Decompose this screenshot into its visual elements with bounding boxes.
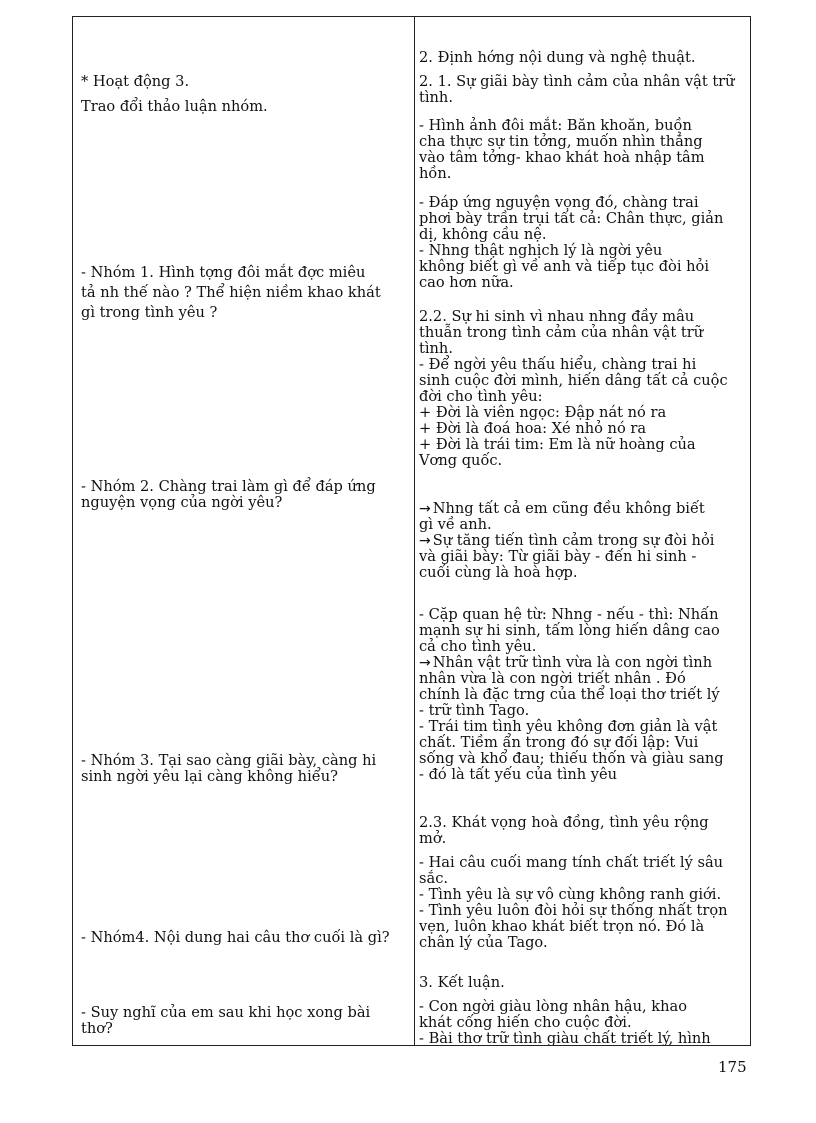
content-line: cả cho tình yêu.	[419, 638, 537, 655]
content-line: phơi bày trần trụi tất cả: Chân thực, giản	[419, 210, 724, 227]
question-group-5	[81, 1005, 403, 1037]
content-line: + Đời là trái tim: Em là nữ hoàng của	[419, 436, 696, 453]
section-heading-2-2	[419, 309, 743, 469]
content-line: gì về anh.	[419, 516, 492, 533]
content-line: → Nhân vật trữ tình vừa là con ngời tình	[419, 654, 713, 671]
column-divider	[414, 17, 415, 1045]
content-line: sinh cuộc đời mình, hiến dâng tất cả cuộc	[419, 372, 728, 389]
content-line: - Nhng thật nghịch lý là ngời yêu	[419, 242, 663, 259]
section-heading-2-3	[419, 815, 743, 847]
arrow-right-icon: →	[419, 533, 431, 549]
question-group-2	[81, 479, 403, 511]
content-line: - Để ngời yêu thấu hiểu, chàng trai hi	[419, 356, 697, 373]
content-line: 2. Định hớng nội dung và nghệ thuật.	[419, 49, 696, 66]
content-line: cha thực sự tin tởng, muốn nhìn thẳng	[419, 133, 703, 150]
content-line: nhân vừa là con ngời triết nhân . Đó	[419, 670, 686, 687]
question-group-4	[81, 930, 403, 946]
question-line: tả nh thế nào ? Thể hiện niềm khao khát	[81, 284, 381, 301]
content-block	[419, 999, 743, 1045]
content-line: đời cho tình yêu:	[419, 388, 543, 405]
content-line: sống và khổ đau; thiếu thốn và giàu sang	[419, 750, 724, 767]
question-line: thơ?	[81, 1020, 113, 1037]
content-line: - Tình yêu là sự vô cùng không ranh giới.	[419, 886, 722, 903]
section-heading-2-1	[419, 74, 743, 106]
content-line: - Tình yêu luôn đòi hỏi sự thống nhất trọn	[419, 902, 728, 919]
content-line: - Đáp ứng nguyện vọng đó, chàng trai	[419, 194, 699, 211]
question-line: - Nhóm 2. Chàng trai làm gì để đáp ứng	[81, 478, 376, 495]
content-line: sắc.	[419, 870, 449, 887]
question-line: - Nhóm 3. Tại sao càng giãi bày, càng hi	[81, 752, 377, 769]
content-line: - Hình ảnh đôi mắt: Băn khoăn, buồn	[419, 117, 692, 134]
content-line: không biết gì về anh và tiếp tục đòi hỏi	[419, 258, 709, 275]
content-line: → Sự tăng tiến tình cảm trong sự đòi hỏi	[419, 532, 715, 549]
question-line: sinh ngời yêu lại càng không hiểu?	[81, 768, 338, 785]
content-block	[419, 195, 743, 291]
content-line: Vơng quốc.	[419, 452, 503, 469]
content-line: → Nhng tất cả em cũng đều không biết	[419, 500, 705, 517]
lesson-table	[72, 16, 751, 1046]
content-line: - Cặp quan hệ từ: Nhng - nếu - thì: Nhấn	[419, 606, 719, 623]
question-group-3	[81, 753, 403, 785]
content-line: dị, không cầu nệ.	[419, 226, 547, 243]
section-heading-2	[419, 50, 743, 66]
content-line: - Hai câu cuối mang tính chất triết lý sâu	[419, 854, 724, 871]
content-line: - Con ngời giàu lòng nhân hậu, khao	[419, 999, 688, 1015]
content-line: 2. 1. Sự giãi bày tình cảm của nhân vật trữ	[419, 73, 735, 90]
question-line: nguyện vọng của ngời yêu?	[81, 494, 283, 511]
activity-task	[81, 99, 403, 115]
page-number: 175	[718, 1058, 747, 1076]
content-block	[419, 607, 743, 783]
activity-heading	[81, 74, 403, 90]
content-line: - Trái tim tình yêu không đơn giản là vật	[419, 718, 718, 735]
arrow-right-icon: →	[419, 655, 431, 671]
content-line: chân lý của Tago.	[419, 934, 548, 951]
question-line: - Suy nghĩ của em sau khi học xong bài	[81, 1004, 371, 1021]
content-line: thuẫn trong tình cảm của nhân vật trữ	[419, 324, 704, 341]
content-line: chính là đặc trng của thể loại thơ triết lý	[419, 686, 720, 703]
section-heading-3	[419, 975, 743, 991]
question-line: gì trong tình yêu ?	[81, 304, 218, 321]
content-line: và giãi bày: Từ giãi bày - đến hi sinh -	[419, 548, 697, 565]
content-block	[419, 855, 743, 951]
content-line: + Đời là viên ngọc: Đập nát nó ra	[419, 404, 667, 421]
content-line: cao hơn nữa.	[419, 274, 514, 291]
content-line: vẹn, luôn khao khát biết trọn nó. Đó là	[419, 918, 705, 935]
content-line: + Đời là đoá hoa: Xé nhỏ nó ra	[419, 420, 647, 437]
content-block	[419, 118, 743, 182]
content-line: 3. Kết luận.	[419, 974, 505, 991]
content-line: tình.	[419, 89, 453, 106]
content-line: vào tâm tởng- khao khát hoà nhập tâm	[419, 149, 705, 166]
content-line: mở.	[419, 830, 447, 847]
content-line: - trữ tình Tago.	[419, 702, 530, 719]
content-line: - đó là tất yếu của tình yêu	[419, 766, 618, 783]
content-line: 2.2. Sự hi sinh vì nhau nhng đầy mâu	[419, 308, 695, 325]
activity-heading-text: * Hoạt động 3.	[81, 73, 190, 90]
content-line: cuối cùng là hoà hợp.	[419, 564, 578, 581]
content-line: tình.	[419, 340, 453, 357]
activity-task-text: Trao đổi thảo luận nhóm.	[81, 98, 268, 115]
content-line: chất. Tiềm ẩn trong đó sự đối lập: Vui	[419, 734, 699, 751]
content-line: 2.3. Khát vọng hoà đồng, tình yêu rộng	[419, 814, 709, 831]
question-line: - Nhóm 1. Hình tợng đôi mắt đợc miêu	[81, 264, 366, 281]
content-line: khát cống hiến cho cuộc đời.	[419, 1014, 632, 1031]
question-group-1	[81, 265, 403, 321]
content-block	[419, 501, 743, 581]
content-line: mạnh sự hi sinh, tấm lòng hiến dâng cao	[419, 622, 720, 639]
arrow-right-icon: →	[419, 501, 431, 517]
content-line: - Bài thơ trữ tình giàu chất triết lý, hình	[419, 1030, 711, 1045]
content-line: hồn.	[419, 165, 452, 182]
question-line: - Nhóm4. Nội dung hai câu thơ cuối là gì?	[81, 929, 390, 946]
